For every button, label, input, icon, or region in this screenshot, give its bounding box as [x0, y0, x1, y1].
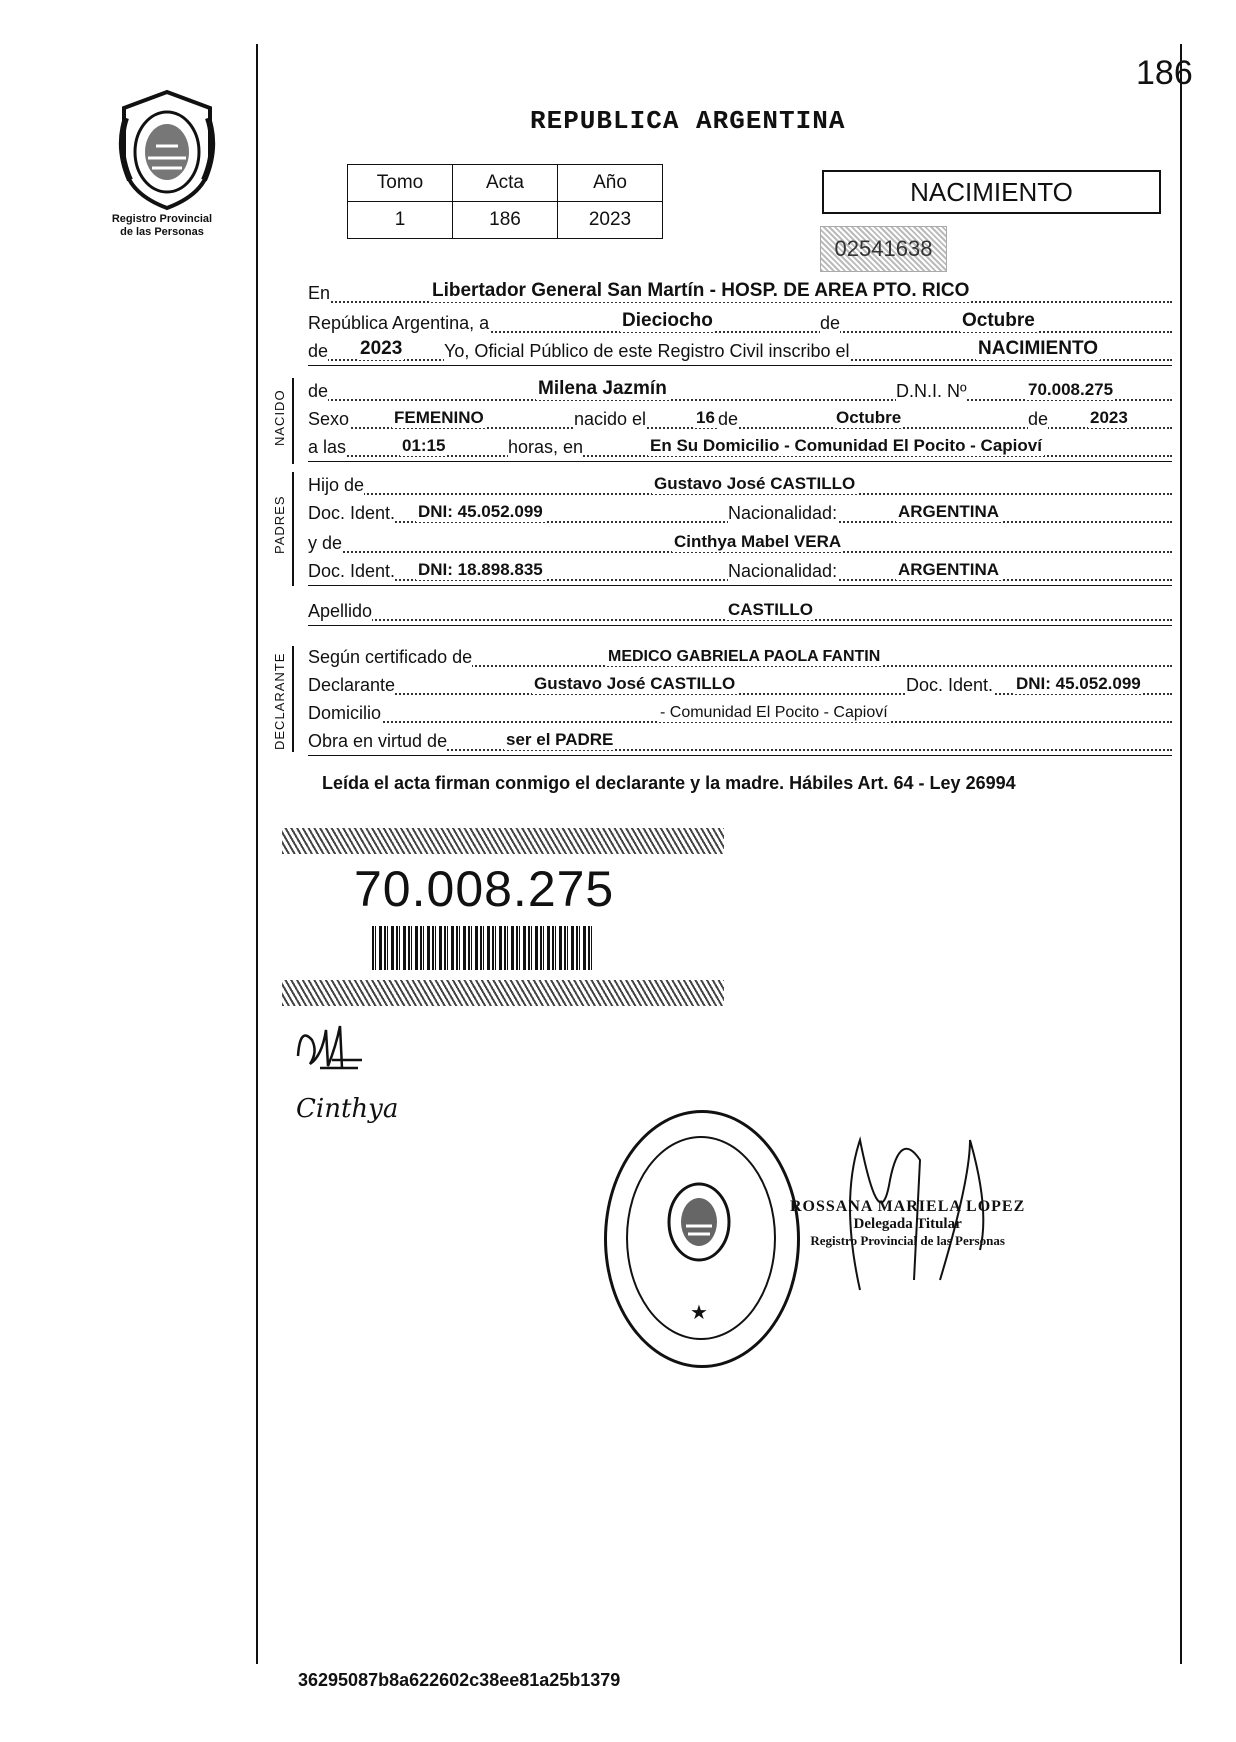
birth-month-value: Octubre [836, 408, 902, 427]
declarante-value: Gustavo José CASTILLO [534, 674, 736, 693]
logo-caption-line2: de las Personas [120, 226, 204, 238]
logo-caption-line1: Registro Provincial [111, 213, 213, 225]
row-apellido [308, 596, 1172, 624]
dni-label: D.N.I. Nº [896, 381, 967, 401]
row-en [308, 278, 1172, 306]
declarante-doc-value: DNI: 45.052.099 [1016, 674, 1141, 693]
birth-place-value: En Su Domicilio - Comunidad El Pocito - Capioví [650, 436, 1042, 455]
section-underline [308, 585, 1172, 586]
de-label2: de [308, 341, 329, 361]
page-number: 186 [1136, 54, 1193, 92]
security-strip-top [282, 828, 724, 854]
mother-nat-value: ARGENTINA [898, 560, 1000, 579]
ref-header-acta: Acta [453, 165, 558, 202]
cert-value: MEDICO GABRIELA PAOLA FANTIN [608, 648, 881, 665]
mother-nat-label: Nacionalidad: [728, 561, 838, 581]
ref-value-acta: 186 [453, 202, 558, 239]
ref-header-tomo: Tomo [348, 165, 453, 202]
father-name-value: Gustavo José CASTILLO [654, 474, 856, 493]
country-label: República Argentina, a [308, 313, 490, 333]
row-declarante [308, 670, 1172, 698]
right-margin-line [1180, 44, 1182, 1664]
ref-value-ano: 2023 [558, 202, 663, 239]
hijo-de-label: Hijo de [308, 475, 365, 495]
section-underline [308, 625, 1172, 626]
domicilio-value: - Comunidad El Pocito - Capioví [660, 704, 888, 721]
time-value: 01:15 [402, 436, 446, 455]
row-nacido-hora [308, 432, 1172, 460]
alas-label: a las [308, 437, 347, 457]
mother-name-value: Cinthya Mabel VERA [674, 532, 842, 551]
row-anio [308, 336, 1172, 364]
declarante-section-bar [292, 646, 294, 752]
nacido-el-label: nacido el [574, 409, 647, 429]
official-title: Delegada Titular [853, 1216, 962, 1232]
father-nat-value: ARGENTINA [898, 502, 1000, 521]
declarante-section-label: DECLARANTE [272, 652, 287, 750]
birth-year-value: 2023 [1090, 408, 1128, 427]
nacido-section-label: NACIDO [272, 389, 287, 446]
ref-header-ano: Año [558, 165, 663, 202]
declarante-signature [292, 1016, 372, 1076]
reference-table [347, 164, 663, 239]
logo-caption [92, 213, 232, 239]
father-doc-label: Doc. Ident. [308, 503, 396, 523]
nacido-de-label: de [308, 381, 329, 401]
row-fecha [308, 308, 1172, 336]
row-madre-doc [308, 556, 1172, 584]
mother-signature: Cinthya [296, 1094, 399, 1124]
sexo-value: FEMENINO [394, 408, 484, 427]
declarante-doc-label: Doc. Ident. [906, 675, 994, 695]
row-certificado [308, 642, 1172, 670]
stamp-emblem-icon [664, 1180, 734, 1264]
birth-day-value: 16 [696, 408, 715, 427]
row-obra [308, 726, 1172, 754]
inscribe-value: NACIMIENTO [978, 338, 1098, 359]
closing-statement: Leída el acta firman conmigo el declarante y la madre. Hábiles Art. 64 - Ley 26994 [322, 773, 1016, 793]
document-hash: 36295087b8a622602c38ee81a25b1379 [298, 1670, 621, 1690]
section-underline [308, 365, 1172, 366]
apellido-label: Apellido [308, 601, 373, 621]
en-value: Libertador General San Martín - HOSP. DE AREA PTO. RICO [432, 280, 970, 301]
declarante-label: Declarante [308, 675, 396, 695]
left-margin-line [256, 44, 258, 1664]
apellido-value: CASTILLO [728, 600, 813, 619]
record-type-box: NACIMIENTO [822, 170, 1161, 214]
de-label: de [820, 313, 841, 333]
row-padre [308, 470, 1172, 498]
nacido-section-bar [292, 378, 294, 464]
official-office: Registro Provincial de las Personas [810, 1233, 1005, 1248]
provincial-seal-logo [112, 88, 222, 212]
month-value: Octubre [962, 310, 1035, 331]
day-value: Dieciocho [622, 310, 713, 331]
row-nacido-nombre [308, 376, 1172, 404]
cert-label: Según certificado de [308, 647, 473, 667]
en-label: En [308, 283, 331, 303]
father-nat-label: Nacionalidad: [728, 503, 838, 523]
sexo-label: Sexo [308, 409, 350, 429]
mother-doc-label: Doc. Ident. [308, 561, 396, 581]
serial-stamp: 02541638 [820, 226, 947, 272]
stamp-ring-text [600, 1372, 800, 1373]
barcode [372, 926, 592, 970]
section-underline [308, 755, 1172, 756]
row-domicilio [308, 698, 1172, 726]
horas-label: horas, en [508, 437, 584, 457]
padres-section-bar [292, 472, 294, 586]
official-block [790, 1198, 1025, 1249]
dni-value: 70.008.275 [1028, 380, 1114, 399]
dni-large: 70.008.275 [354, 861, 615, 917]
y-de-label: y de [308, 533, 343, 553]
nacido-name-value: Milena Jazmín [538, 378, 667, 399]
row-nacido-sexo [308, 404, 1172, 432]
mother-doc-value: DNI: 18.898.835 [418, 560, 543, 579]
father-doc-value: DNI: 45.052.099 [418, 502, 543, 521]
row-padre-doc [308, 498, 1172, 526]
security-strip-bottom [282, 980, 724, 1006]
row-madre [308, 528, 1172, 556]
padres-section-label: PADRES [272, 495, 287, 554]
obra-label: Obra en virtud de [308, 731, 448, 751]
birth-de-label: de [718, 409, 739, 429]
ref-value-tomo: 1 [348, 202, 453, 239]
domicilio-label: Domicilio [308, 703, 382, 723]
inscribe-text: Yo, Oficial Público de este Registro Civil inscribo el [444, 341, 850, 361]
section-underline [308, 461, 1172, 462]
official-name: ROSSANA MARIELA LOPEZ [790, 1198, 1026, 1215]
obra-value: ser el PADRE [506, 730, 614, 749]
stamp-star-icon: ★ [690, 1302, 708, 1324]
country-title: REPUBLICA ARGENTINA [530, 106, 846, 136]
birth-de-label2: de [1028, 409, 1049, 429]
year-value: 2023 [360, 338, 403, 359]
